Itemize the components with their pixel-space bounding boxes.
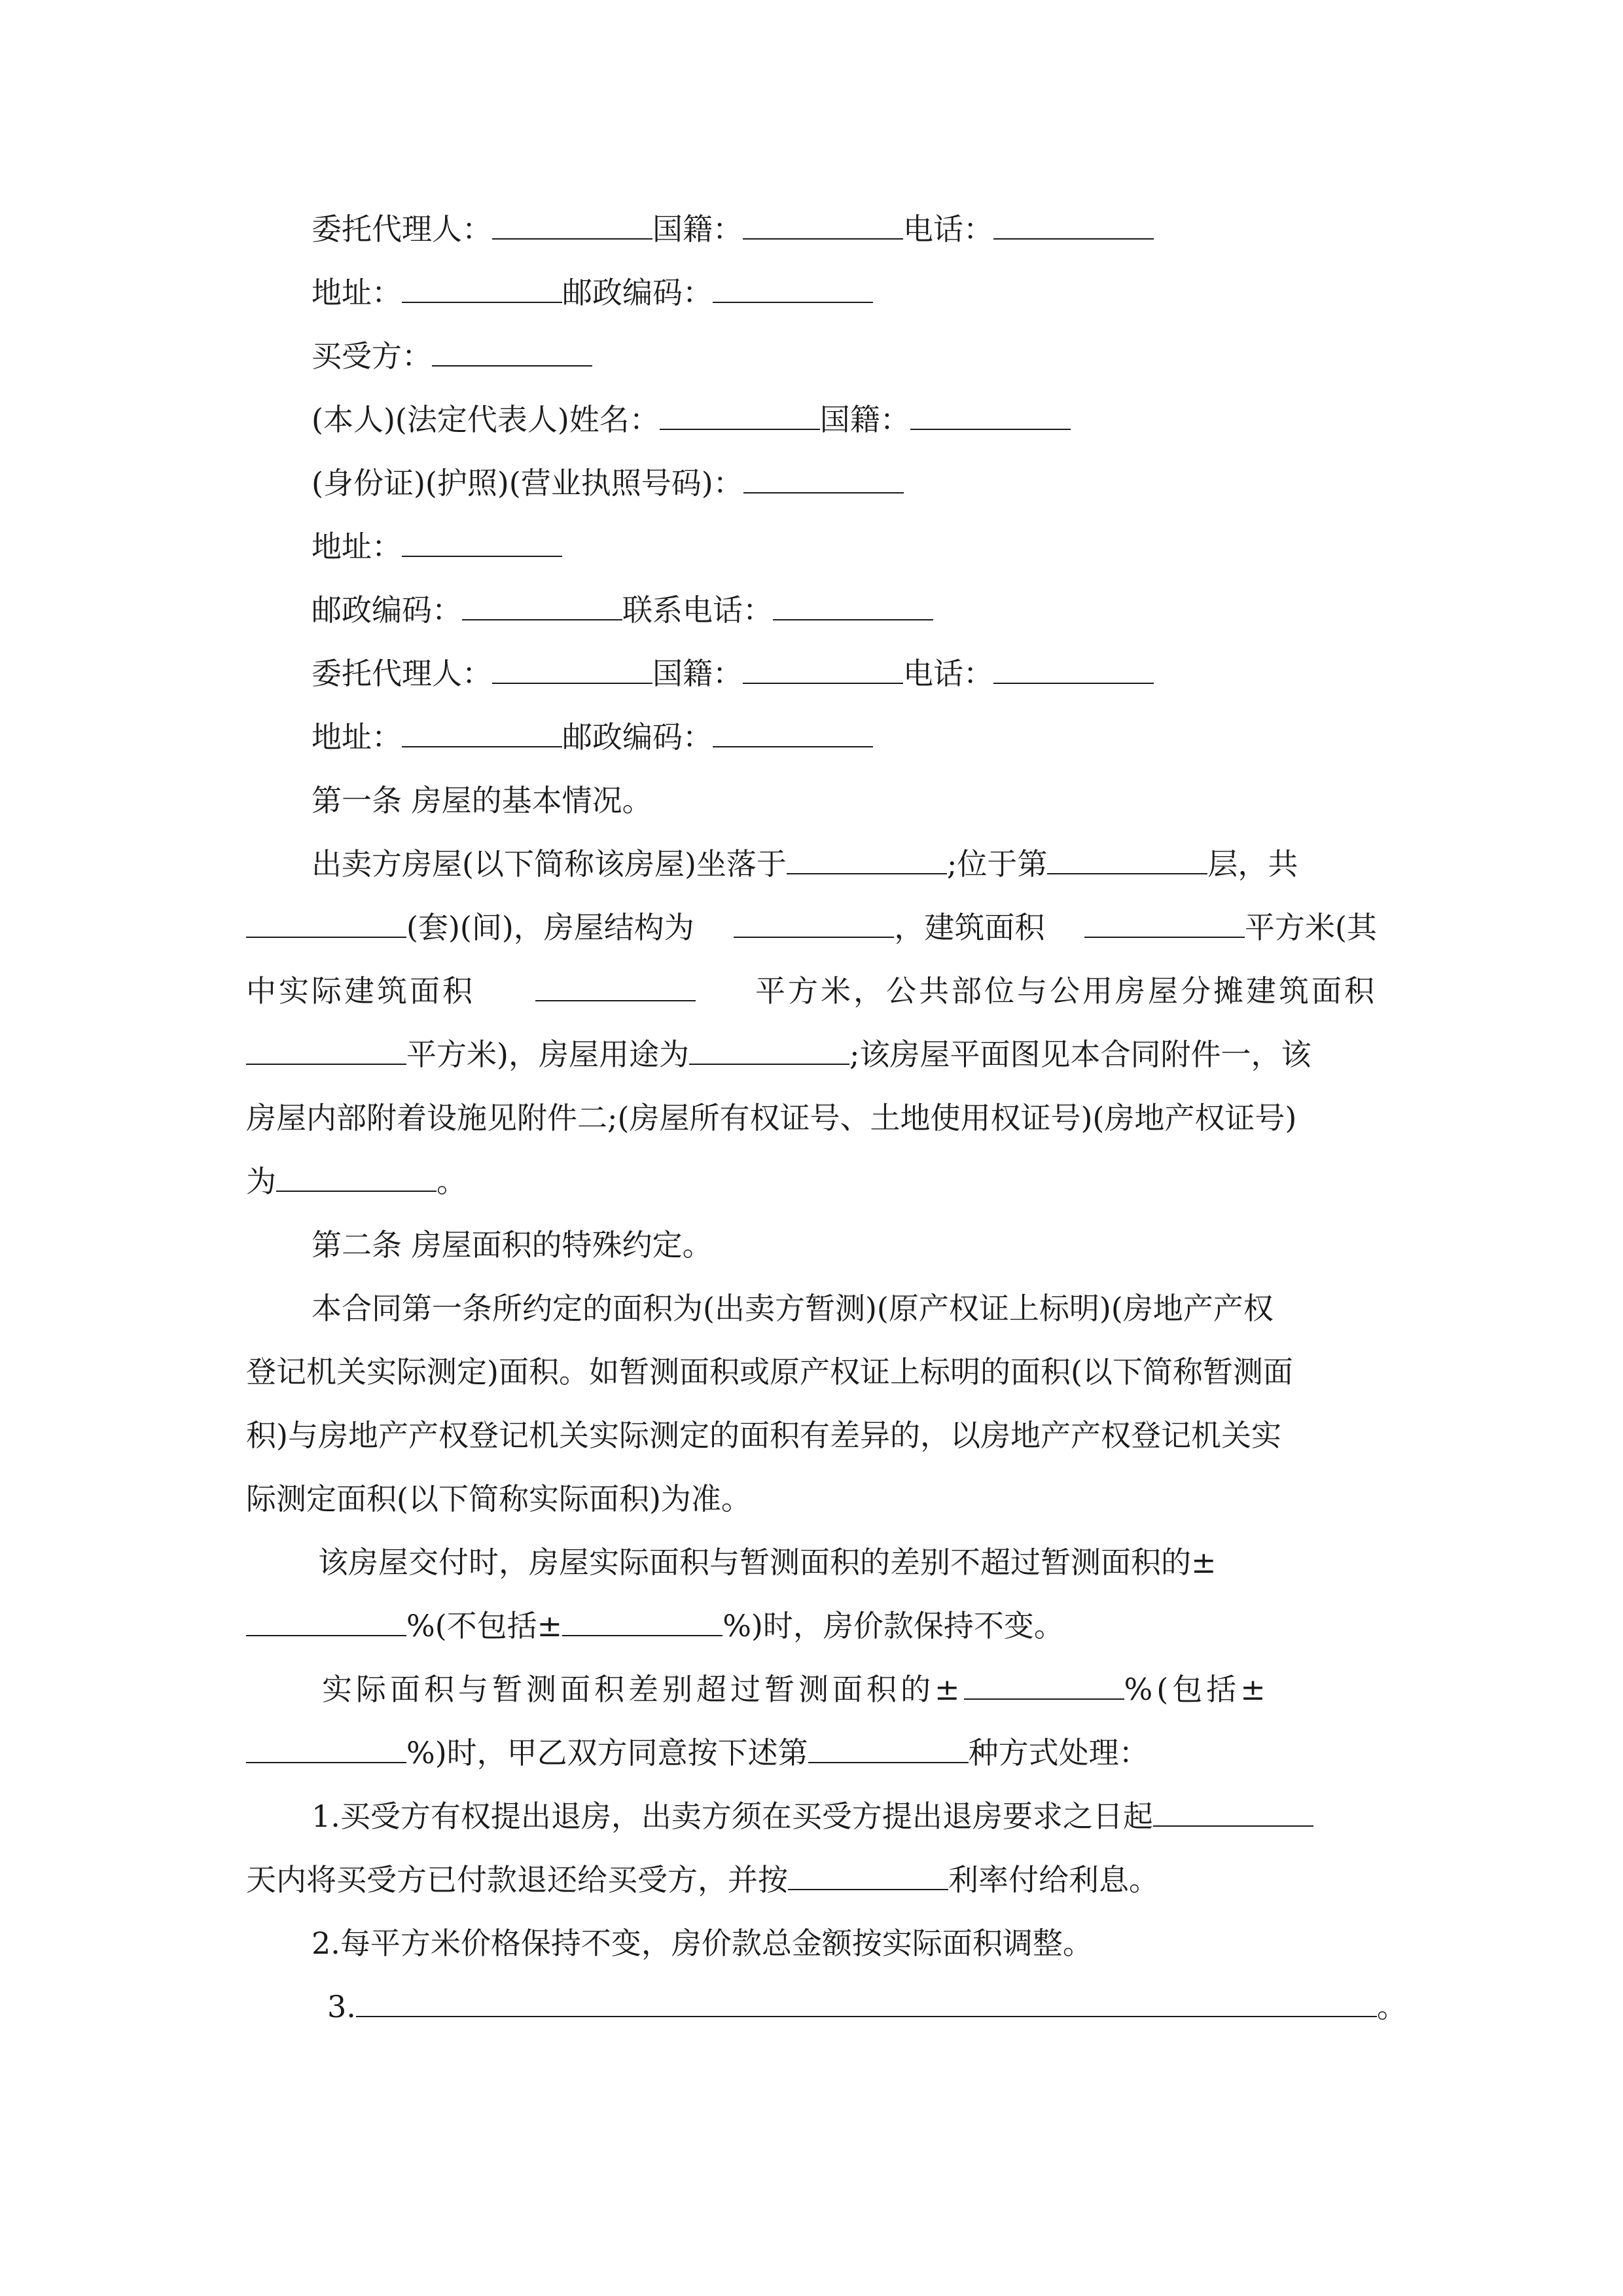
text: 天内将买受方已付款退还给买受方，并按 <box>246 1862 788 1897</box>
blank-building-area[interactable] <box>1084 908 1245 938</box>
text: 平方米)，房屋用途为 <box>406 1037 689 1072</box>
text: 本合同第一条所约定的面积为(出卖方暂测)(原产权证上标明)(房地产产权 <box>312 1291 1274 1326</box>
item-1-line-2 <box>246 1860 1159 1899</box>
text: %(包括± <box>1124 1672 1270 1707</box>
blank-excess-1[interactable] <box>964 1670 1124 1700</box>
excess-line-2 <box>246 1733 1149 1772</box>
label-buyer: 买受方： <box>312 338 432 374</box>
label-nationality-3: 国籍： <box>652 656 743 691</box>
article-1-line-6 <box>246 1162 467 1201</box>
article-1-title-text: 第一条 房屋的基本情况。 <box>312 783 652 818</box>
article-2-line-4 <box>246 1479 751 1518</box>
text: 种方式处理： <box>968 1735 1149 1770</box>
blank-tolerance-1[interactable] <box>246 1606 406 1636</box>
text: %(不包括± <box>406 1608 563 1643</box>
blank-phone[interactable] <box>993 209 1154 240</box>
article-2-line-2 <box>246 1352 1293 1391</box>
text: 出卖方房屋(以下简称该房屋)坐落于 <box>312 846 787 882</box>
blank-other-method[interactable] <box>356 1987 1377 2017</box>
label-phone-2: 电话： <box>903 656 993 691</box>
agent-line-1 <box>312 209 1154 249</box>
label-postcode-3: 邮政编码： <box>562 719 713 755</box>
blank-actual-area[interactable] <box>535 971 696 1001</box>
blank-certificate-no[interactable] <box>276 1162 437 1192</box>
text: 际测定面积(以下简称实际面积)为准。 <box>246 1481 751 1516</box>
address-line-1 <box>312 273 873 312</box>
label-nationality: 国籍： <box>652 211 743 247</box>
text: 。 <box>1376 1989 1407 2024</box>
blank-postcode-3[interactable] <box>713 717 873 747</box>
tolerance-line-2 <box>246 1606 1064 1645</box>
text: 平方米(其 <box>1245 910 1377 945</box>
blank-tolerance-2[interactable] <box>562 1606 722 1636</box>
text: (套)(间)，房屋结构为 <box>406 910 694 945</box>
blank-address[interactable] <box>402 273 562 303</box>
text: 1.买受方有权提出退房，出卖方须在买受方提出退房要求之日起 <box>312 1799 1153 1834</box>
blank-floor[interactable] <box>1047 844 1207 874</box>
blank-address-3[interactable] <box>402 717 562 747</box>
article-1-title <box>312 781 652 820</box>
blank-nationality-3[interactable] <box>743 654 903 684</box>
text: 房屋内部附着设施见附件二;(房屋所有权证号、土地使用权证号)(房地产权证号) <box>246 1100 1297 1136</box>
text: 。 <box>437 1164 467 1199</box>
text: 实际面积与暂测面积差别超过暂测面积的± <box>322 1672 964 1707</box>
text: ;位于第 <box>946 846 1048 882</box>
text: ，建筑面积 <box>894 910 1045 945</box>
text: %)时，房价款保持不变。 <box>722 1608 1064 1643</box>
article-1-line-5 <box>246 1098 1296 1138</box>
article-2-line-1 <box>312 1289 1274 1328</box>
label-agent: 委托代理人： <box>312 211 492 247</box>
article-2-title <box>312 1225 713 1265</box>
text: 积)与房地产产权登记机关实际测定的面积有差异的，以房地产产权登记机关实 <box>246 1418 1281 1453</box>
seg <box>246 908 694 947</box>
label-address-3: 地址： <box>312 719 402 755</box>
blank-nationality-2[interactable] <box>910 400 1071 430</box>
seg <box>1084 908 1377 947</box>
name-line <box>312 400 1071 439</box>
label-phone: 电话： <box>903 211 993 247</box>
buyer-line <box>312 336 592 376</box>
blank-nationality[interactable] <box>743 209 903 240</box>
text: 利率付给利息。 <box>948 1862 1159 1897</box>
item-2 <box>312 1924 1093 1963</box>
article-2-title-text: 第二条 房屋面积的特殊约定。 <box>312 1227 713 1263</box>
blank-address-2[interactable] <box>402 527 562 557</box>
blank-name[interactable] <box>660 400 820 430</box>
text: 该房屋交付时，房屋实际面积与暂测面积的差别不超过暂测面积的± <box>318 1545 1217 1580</box>
article-2-line-3 <box>246 1416 1281 1455</box>
label-id: (身份证)(护照)(营业执照号码)： <box>312 465 743 501</box>
label-name: (本人)(法定代表人)姓名： <box>312 402 660 437</box>
blank-usage[interactable] <box>689 1035 849 1065</box>
label-agent-2: 委托代理人： <box>312 656 492 691</box>
blank-agent[interactable] <box>492 209 652 240</box>
blank-shared-area[interactable] <box>246 1035 406 1065</box>
blank-id[interactable] <box>743 463 904 493</box>
text: 3. <box>327 1989 356 2024</box>
label-address-2: 地址： <box>312 529 402 564</box>
text: 登记机关实际测定)面积。如暂测面积或原产权证上标明的面积(以下简称暂测面 <box>246 1354 1293 1390</box>
text: 中实际建筑面积 <box>246 973 475 1009</box>
seg <box>734 908 1044 947</box>
justified-row <box>246 908 1377 947</box>
blank-agent-2[interactable] <box>492 654 652 684</box>
justified-row <box>246 971 1377 1011</box>
excess-line-1 <box>322 1670 1270 1709</box>
agent-line-2 <box>312 654 1154 693</box>
postcode-line <box>312 590 933 630</box>
item-3 <box>327 1987 1407 2026</box>
label-contact-phone: 联系电话： <box>622 592 773 628</box>
text: 为 <box>246 1164 276 1199</box>
article-1-line-4 <box>246 1035 1311 1074</box>
address-line-3 <box>312 717 873 757</box>
text: %)时，甲乙双方同意按下述第 <box>406 1735 808 1770</box>
article-1-line-1 <box>312 844 1298 884</box>
item-1-line-1 <box>312 1797 1313 1836</box>
blank-excess-2[interactable] <box>246 1733 406 1763</box>
text: 层，共 <box>1207 846 1298 882</box>
id-line <box>312 463 904 503</box>
blank-contact-phone[interactable] <box>773 590 933 620</box>
blank-refund-days[interactable] <box>1153 1797 1313 1827</box>
blank-postcode[interactable] <box>713 273 873 303</box>
blank-units[interactable] <box>246 908 406 938</box>
label-postcode: 邮政编码： <box>562 275 713 310</box>
label-address: 地址： <box>312 275 402 310</box>
address-line-2 <box>312 527 562 566</box>
blank-structure[interactable] <box>734 908 894 938</box>
text: 平方米，公共部位与公用房屋分摊建筑面积 <box>755 973 1377 1009</box>
blank-buyer[interactable] <box>432 336 592 367</box>
tolerance-line-1 <box>318 1543 1217 1582</box>
article-1-line-2 <box>246 908 1377 947</box>
text: 2.每平方米价格保持不变，房价款总金额按实际面积调整。 <box>312 1926 1093 1961</box>
blank-method-no[interactable] <box>808 1733 969 1763</box>
blank-location[interactable] <box>787 844 947 874</box>
text: ;该房屋平面图见本合同附件一，该 <box>849 1037 1311 1072</box>
blank-interest-rate[interactable] <box>788 1860 948 1890</box>
label-nationality-2: 国籍： <box>819 402 910 437</box>
blank-postcode-2[interactable] <box>462 590 622 620</box>
blank-phone-2[interactable] <box>993 654 1154 684</box>
article-1-line-3 <box>246 971 1377 1011</box>
label-postcode-2: 邮政编码： <box>312 592 462 628</box>
